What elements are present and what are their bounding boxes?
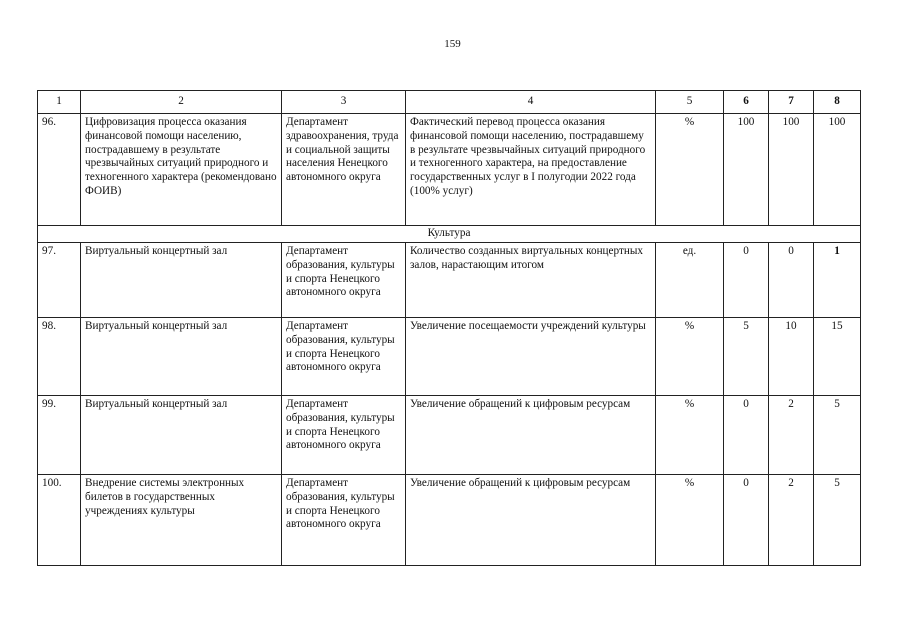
section-row [38, 226, 861, 243]
unit-cell: % [656, 475, 724, 566]
indicators-table [37, 90, 861, 566]
responsible-department: Департамент образования, культуры и спорта Ненецкого автономного округа [282, 318, 406, 396]
value-col-8: 5 [814, 396, 861, 475]
header-cell-6: 6 [724, 91, 769, 114]
value-col-7: 100 [769, 114, 814, 226]
value-col-7: 10 [769, 318, 814, 396]
indicator-text: Увеличение обращений к цифровым ресурсам [406, 396, 656, 475]
row-number: 98. [38, 318, 81, 396]
header-cell-5: 5 [656, 91, 724, 114]
unit-cell: % [656, 318, 724, 396]
row-number: 99. [38, 396, 81, 475]
value-col-6: 5 [724, 318, 769, 396]
header-cell-7: 7 [769, 91, 814, 114]
table-row [38, 396, 861, 475]
table-row [38, 318, 861, 396]
value-col-8: 100 [814, 114, 861, 226]
indicator-text: Количество созданных виртуальных концертных залов, нарастающим итогом [406, 243, 656, 318]
value-col-8: 1 [814, 243, 861, 318]
measure-name: Виртуальный концертный зал [81, 243, 282, 318]
value-col-7: 2 [769, 396, 814, 475]
value-col-6: 0 [724, 396, 769, 475]
row-number: 100. [38, 475, 81, 566]
measure-name: Виртуальный концертный зал [81, 396, 282, 475]
indicator-text: Увеличение посещаемости учреждений культуры [406, 318, 656, 396]
header-cell-4: 4 [406, 91, 656, 114]
value-col-8: 15 [814, 318, 861, 396]
responsible-department: Департамент здравоохранения, труда и социальной защиты населения Ненецкого автономного округа [282, 114, 406, 226]
unit-cell: % [656, 396, 724, 475]
table-row [38, 475, 861, 566]
value-col-6: 0 [724, 243, 769, 318]
header-cell-3: 3 [282, 91, 406, 114]
table-row [38, 243, 861, 318]
header-cell-1: 1 [38, 91, 81, 114]
responsible-department: Департамент образования, культуры и спорта Ненецкого автономного округа [282, 243, 406, 318]
page-number: 159 [444, 38, 461, 50]
value-col-6: 0 [724, 475, 769, 566]
value-col-7: 2 [769, 475, 814, 566]
row-number: 96. [38, 114, 81, 226]
unit-cell: % [656, 114, 724, 226]
responsible-department: Департамент образования, культуры и спорта Ненецкого автономного округа [282, 475, 406, 566]
value-col-7: 0 [769, 243, 814, 318]
measure-name: Внедрение системы электронных билетов в государственных учреждениях культуры [81, 475, 282, 566]
measure-name: Виртуальный концертный зал [81, 318, 282, 396]
row-number: 97. [38, 243, 81, 318]
section-title: Культура [38, 226, 861, 243]
indicator-text: Увеличение обращений к цифровым ресурсам [406, 475, 656, 566]
value-col-8: 5 [814, 475, 861, 566]
unit-cell: ед. [656, 243, 724, 318]
table-row [38, 114, 861, 226]
header-row [38, 91, 861, 114]
responsible-department: Департамент образования, культуры и спорта Ненецкого автономного округа [282, 396, 406, 475]
indicator-text: Фактический перевод процесса оказания финансовой помощи населению, пострадавшему в результате чрезвычайных ситуаций природного и техногенного характера, на предоставление государственных услуг в I полугодии 2022 года (100% услуг) [406, 114, 656, 226]
measure-name: Цифровизация процесса оказания финансовой помощи населению, пострадавшему в результате чрезвычайных ситуаций природного и техногенного характера (рекомендовано ФОИВ) [81, 114, 282, 226]
value-col-6: 100 [724, 114, 769, 226]
header-cell-2: 2 [81, 91, 282, 114]
header-cell-8: 8 [814, 91, 861, 114]
